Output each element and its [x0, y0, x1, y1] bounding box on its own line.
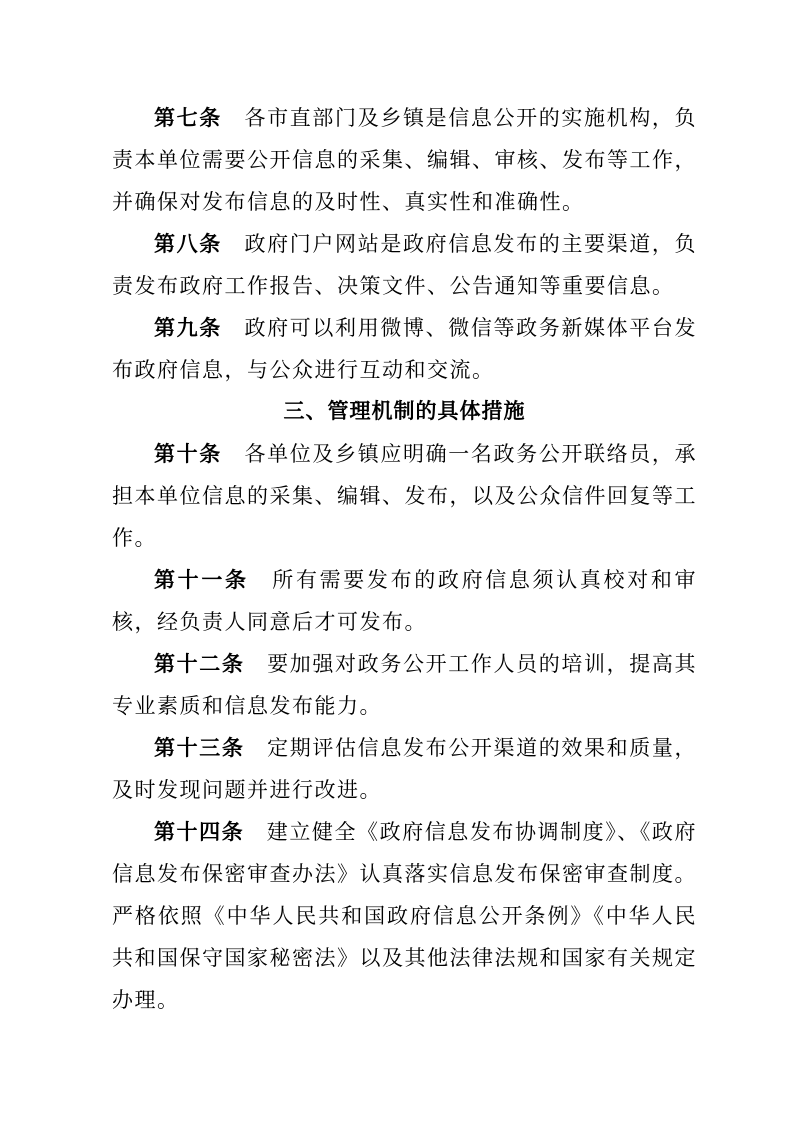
article-label: 第九条	[154, 316, 222, 340]
paragraph: 第七条 各市直部门及乡镇是信息公开的实施机构，负责本单位需要公开信息的采集、编辑、审核、发布等工作，并确保对发布信息的及时性、真实性和准确性。	[112, 106, 698, 214]
article-label: 第八条	[154, 232, 222, 256]
article-label: 第十二条	[154, 652, 245, 676]
document-body	[112, 97, 697, 1021]
article-label: 第十四条	[154, 820, 245, 844]
article-label: 第十三条	[154, 736, 245, 760]
paragraph: 第八条 政府门户网站是政府信息发布的主要渠道，负责发布政府工作报告、决策文件、公告通知等重要信息。	[112, 232, 698, 298]
article-label: 第十条	[154, 442, 222, 466]
paragraph: 第十三条 定期评估信息发布公开渠道的效果和质量，及时发现问题并进行改进。	[112, 736, 698, 802]
paragraph: 第十条 各单位及乡镇应明确一名政务公开联络员，承担本单位信息的采集、编辑、发布，以及公众信件回复等工作。	[112, 442, 698, 550]
article-label: 第七条	[154, 106, 222, 130]
paragraph: 第九条 政府可以利用微博、微信等政务新媒体平台发布政府信息，与公众进行互动和交流。	[112, 316, 698, 382]
section-heading: 三、管理机制的具体措施	[283, 400, 526, 423]
paragraph: 第十二条 要加强对政务公开工作人员的培训，提高其专业素质和信息发布能力。	[112, 652, 698, 718]
paragraph: 第十一条 所有需要发布的政府信息须认真校对和审核，经负责人同意后才可发布。	[112, 568, 698, 634]
article-label: 第十一条	[154, 568, 249, 592]
paragraph: 第十四条 建立健全《政府信息发布协调制度》、《政府信息发布保密审查办法》认真落实信息发布保密审查制度。严格依照《中华人民共和国政府信息公开条例》《中华人民共和国保守国家秘密法》以及其他法律法规和国家有关规定办理。	[112, 820, 697, 1012]
